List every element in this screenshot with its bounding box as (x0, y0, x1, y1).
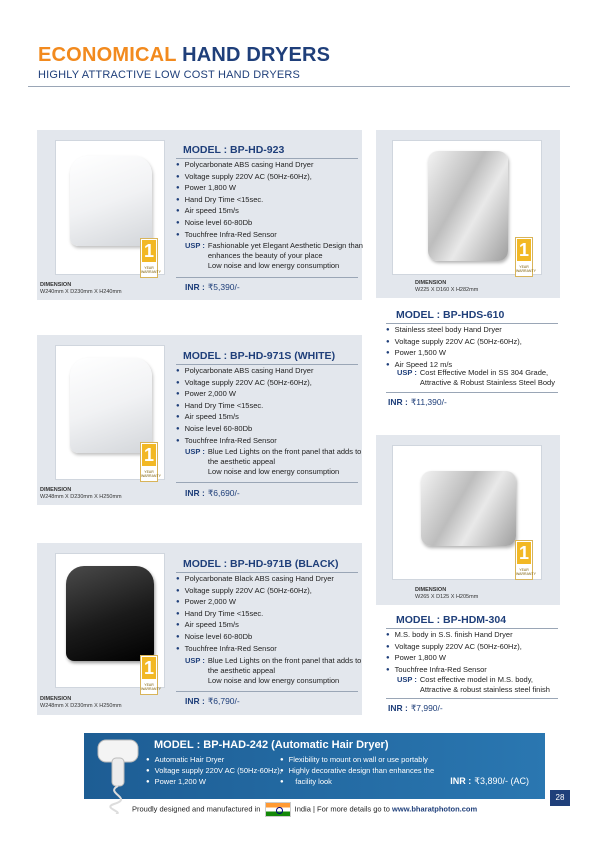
price-hdm-304: INR : ₹7,990/- (388, 703, 443, 713)
spec-list-hdm-304: ● M.S. body in S.S. finish Hand Dryer ● Voltage supply 220V AC (50Hz-60Hz), ● Power 1,800 W ● Touchfree Infra-Red Sensor (386, 630, 522, 676)
price-hds-610: INR : ₹11,390/- (388, 397, 447, 407)
india-flag-icon (265, 802, 291, 817)
usp-hds-610: USP : Cost Effective Model in SS 304 Grade, Attractive & Robust Stainless Steel Body (397, 368, 555, 387)
spec-list-had-242-left: ● Automatic Hair Dryer ● Voltage supply 220V AC (50Hz-60Hz), ● Power 1,200 W (146, 755, 282, 788)
spec-list-hd-923: ● Polycarbonate ABS casing Hand Dryer ● Voltage supply 220V AC (50Hz-60Hz), ● Power 1,800 W ● Hand Dry Time <15sec. ● Air speed 15m/s ● Noise level 60-80Db ● Touchfree Infra-Red Sensor (176, 160, 313, 241)
page-subtitle: HIGHLY ATTRACTIVE LOW COST HAND DRYERS (38, 69, 301, 81)
price-hd-923: INR : ₹5,390/- (185, 282, 240, 292)
warranty-badge: 1 YEAR WARRANTY (140, 655, 158, 695)
page-title: ECONOMICAL HAND DRYERS (38, 44, 331, 66)
footer: Proudly designed and manufactured in India | For more details go to www.bharatphoton.com (132, 802, 477, 817)
spec-list-had-242-right: ● Flexibility to mount on wall or use portably ● Highly decorative design than enhances the ● facility look (280, 755, 434, 788)
page-number: 28 (550, 790, 570, 806)
hand-dryer-white-image (70, 358, 152, 453)
spec-list-hd-971s: ● Polycarbonate ABS casing Hand Dryer ● Voltage supply 220V AC (50Hz-60Hz), ● Power 2,000 W ● Hand Dry Time <15sec. ● Air speed 15m/s ● Noise level 60-80Db ● Touchfree Infra-Red Sensor (176, 366, 313, 447)
dimension-hds-610: DIMENSION W225 X D160 X H282mm (415, 280, 479, 294)
dimension-hdm-304: DIMENSION W265 X D125 X H205mm (415, 587, 479, 601)
usp-hd-971b: USP : Blue Led Lights on the front panel that adds to the aesthetic appeal Low noise and low energy consumption (185, 656, 362, 685)
price-hd-971s: INR : ₹6,690/- (185, 488, 240, 498)
hand-dryer-white-image (70, 156, 152, 246)
model-title-hdm-304: MODEL : BP-HDM-304 (396, 614, 507, 626)
dimension-hd-923: DIMENSION W240mm X D230mm X H240mm (40, 282, 122, 296)
warranty-badge: 1 YEAR WARRANTY (515, 540, 533, 580)
hand-dryer-steel-image (428, 151, 508, 261)
page-header (38, 44, 330, 81)
price-had-242: INR : ₹3,890/- (AC) (450, 776, 529, 786)
model-title-hd-971s: MODEL : BP-HD-971S (WHITE) (183, 350, 336, 362)
warranty-badge: 1 YEAR WARRANTY (515, 237, 533, 277)
usp-hdm-304: USP : Cost effective model in M.S. body, Attractive & robust stainless steel finish (397, 675, 550, 694)
price-hd-971b: INR : ₹6,790/- (185, 696, 240, 706)
model-title-hds-610: MODEL : BP-HDS-610 (396, 309, 505, 321)
usp-hd-971s: USP : Blue Led Lights on the front panel that adds to the aesthetic appeal Low noise and low energy consumption (185, 447, 362, 476)
spec-list-hds-610: ● Stainless steel body Hand Dryer ● Voltage supply 220V AC (50Hz-60Hz), ● Power 1,500 W ● Air Speed 12 m/s (386, 325, 522, 371)
model-title-hd-971b: MODEL : BP-HD-971B (BLACK) (183, 558, 339, 570)
hand-dryer-ms-image (421, 471, 516, 546)
hair-dryer-banner (84, 733, 545, 799)
model-title-had-242: MODEL : BP-HAD-242 (Automatic Hair Dryer) (154, 739, 389, 751)
header-divider (28, 86, 570, 87)
model-title-hd-923: MODEL : BP-HD-923 (183, 144, 285, 156)
dimension-hd-971b: DIMENSION W248mm X D230mm X H250mm (40, 696, 122, 710)
warranty-badge: 1 YEAR WARRANTY (140, 238, 158, 278)
warranty-badge: 1 YEAR WARRANTY (140, 442, 158, 482)
hand-dryer-black-image (66, 566, 154, 661)
website-link[interactable]: www.bharatphoton.com (392, 804, 478, 814)
spec-list-hd-971b: ● Polycarbonate Black ABS casing Hand Dryer ● Voltage supply 220V AC (50Hz-60Hz), ● Power 2,000 W ● Hand Dry Time <15sec. ● Air speed 15m/s ● Noise level 60-80Db ● Touchfree Infra-Red Sensor (176, 574, 334, 655)
dimension-hd-971s: DIMENSION W248mm X D230mm X H250mm (40, 487, 122, 501)
usp-hd-923: USP : Fashionable yet Elegant Aesthetic Design than enhances the beauty of your place Low noise and low energy consumption (185, 241, 363, 270)
